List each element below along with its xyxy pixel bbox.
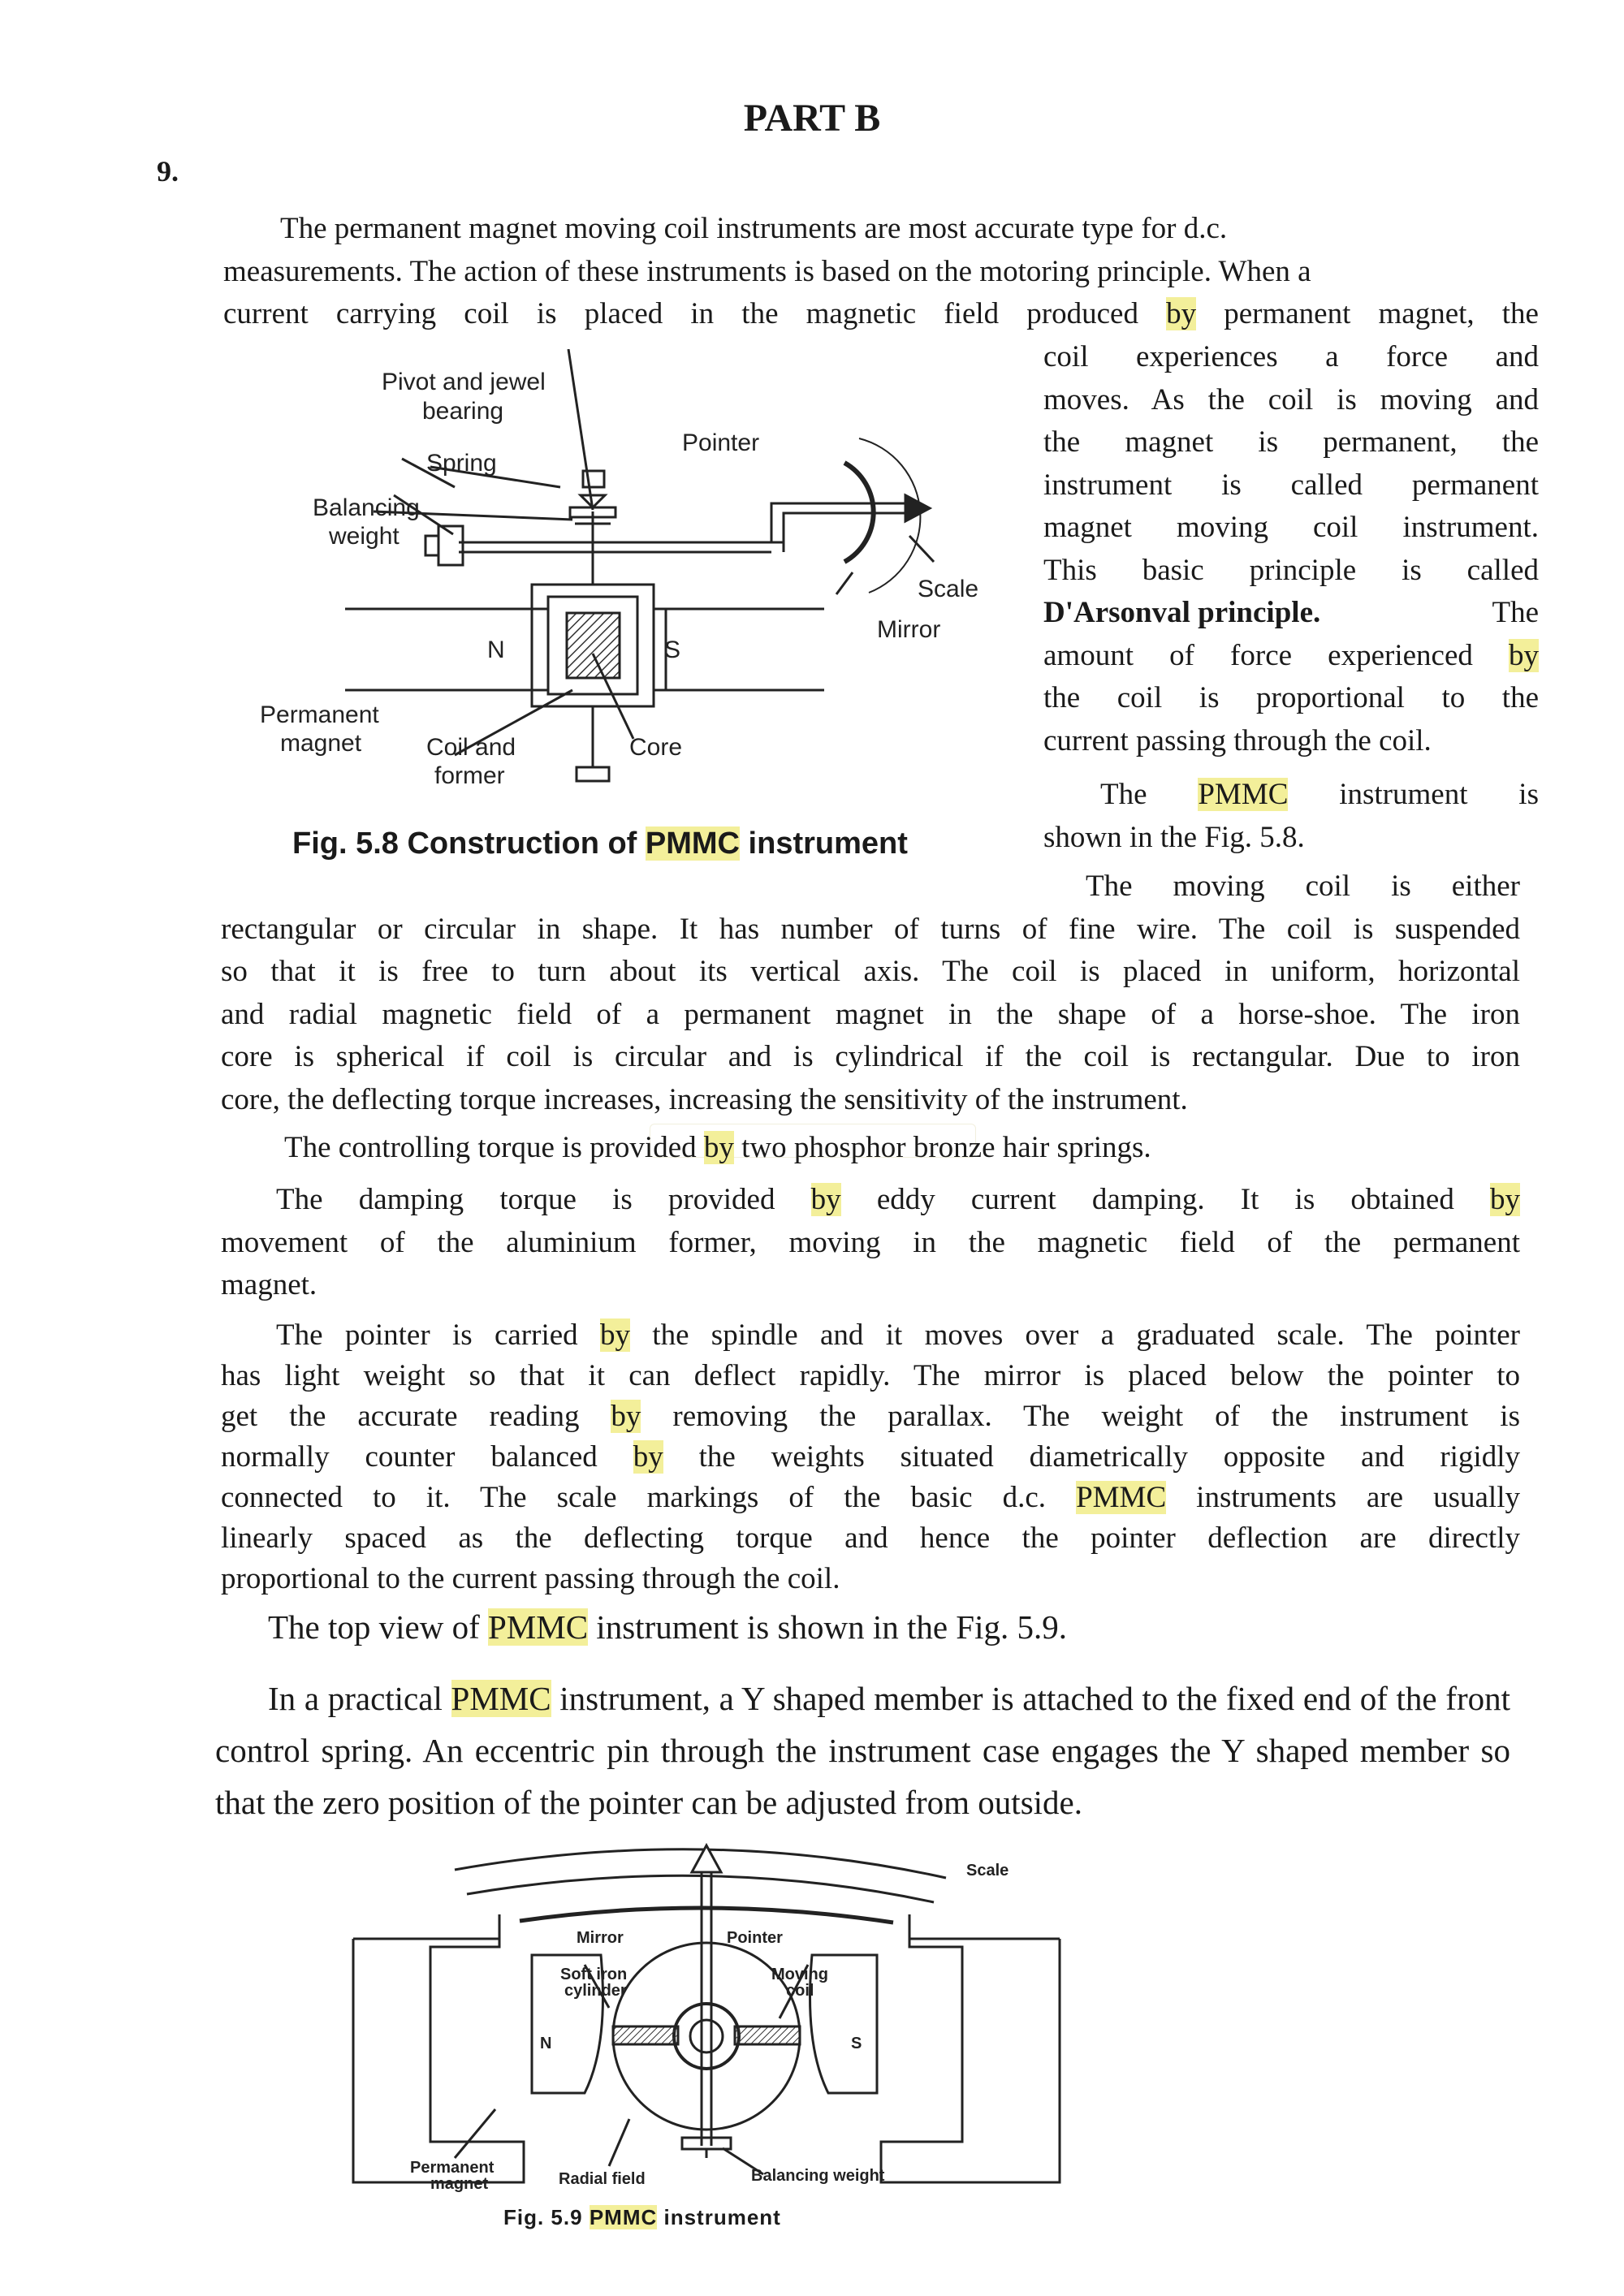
practical-paragraph: [215, 1672, 1510, 1828]
pointer-l5-post: instruments are usually: [1166, 1481, 1520, 1514]
side-line-4: instrument is called permanent: [1043, 468, 1539, 502]
fig-5-9-caption-pre: Fig. 5.9: [503, 2205, 590, 2229]
part-title: PART B: [743, 97, 881, 140]
label-permanent: Permanent: [260, 701, 379, 728]
fig-5-8-caption: [292, 826, 908, 861]
controlling-pre: The controlling torque is provided: [284, 1131, 704, 1164]
side-line-8-pre: amount of force experienced: [1043, 638, 1509, 672]
label-pivot: Pivot and jewel: [382, 369, 546, 395]
label-s: S: [664, 637, 681, 663]
fig-5-9-caption: [503, 2205, 781, 2230]
side-line-7: [1043, 592, 1539, 635]
side-line-7-end: The: [1492, 596, 1539, 629]
damping-line-2: movement of the aluminium former, moving in the magnetic field of the permanent: [221, 1225, 1520, 1259]
damping-paragraph: [221, 1179, 1520, 1307]
highlight-by: by: [633, 1440, 663, 1474]
intro-line-1: The permanent magnet moving coil instruments are most accurate type for d.c.: [280, 212, 1228, 245]
label-magnet: magnet: [430, 2175, 489, 2193]
highlight-pmmc: PMMC: [645, 826, 740, 861]
pointer-l3-post: removing the parallax. The weight of the instrument is: [641, 1400, 1520, 1433]
side2-pre: The: [1100, 778, 1199, 811]
intro-paragraph: [223, 208, 1539, 336]
practical-pre: In a practical: [268, 1680, 451, 1717]
intro-line-3-post: permanent magnet, the: [1196, 297, 1539, 330]
mc-line-4: and radial magnetic field of a permanent magnet in the shape of a horse-shoe. The iron: [221, 997, 1520, 1031]
highlight-by: by: [810, 1183, 841, 1216]
pointer-l1-pre: The pointer is carried: [276, 1318, 600, 1352]
pointer-l4-pre: normally counter balanced: [221, 1440, 633, 1474]
highlight-pmmc: PMMC: [1198, 778, 1289, 811]
label-pointer: Pointer: [727, 1929, 783, 1947]
label-soft-iron: Soft iron: [560, 1966, 628, 1983]
practical-post: instrument, a Y shaped member is attached to the fixed end of the front control spring. An eccentric pin through the instrument case engages the Y shaped member so that the zero position of the pointer can be adjusted from outside.: [215, 1680, 1511, 1821]
pointer-line-7: proportional to the current passing through the coil.: [221, 1562, 840, 1595]
label-bearing: bearing: [422, 398, 504, 425]
highlight-pmmc: PMMC: [1076, 1481, 1167, 1514]
label-cylinder: cylinder: [564, 1982, 627, 2000]
top-view-post: instrument is shown in the Fig. 5.9.: [588, 1608, 1068, 1646]
label-coil-and: Coil and: [426, 734, 516, 761]
side2-line-1: [1043, 774, 1539, 817]
highlight-pmmc: PMMC: [487, 1608, 589, 1646]
mc-line-3: so that it is free to turn about its vertical axis. The coil is placed in uniform, horizontal: [221, 955, 1520, 988]
pointer-line-5: [221, 1478, 1520, 1518]
pointer-paragraph: [221, 1315, 1520, 1599]
label-spring: Spring: [426, 450, 497, 477]
label-permanent: Permanent: [410, 2159, 495, 2177]
pointer-line-1: [221, 1315, 1520, 1356]
pointer-l3-pre: get the accurate reading: [221, 1400, 611, 1433]
damping-pre: The damping torque is provided: [276, 1183, 811, 1216]
side2-line-2: shown in the Fig. 5.8.: [1043, 820, 1305, 854]
fig-5-9-caption-post: instrument: [657, 2205, 781, 2229]
label-radial-field: Radial field: [559, 2170, 646, 2188]
moving-coil-paragraph: [221, 865, 1520, 1121]
pointer-l4-post: the weights situated diametrically opposite and rigidly: [663, 1440, 1520, 1474]
label-n: N: [540, 2035, 552, 2052]
pointer-line-3: [221, 1396, 1520, 1437]
side2-post: instrument is: [1288, 778, 1539, 811]
mc-line-5: core is spherical if coil is circular and is cylindrical if the coil is rectangular. Due to iron: [221, 1040, 1520, 1073]
side-line-3: the magnet is permanent, the: [1043, 425, 1539, 459]
highlight-by: by: [703, 1131, 734, 1164]
intro-line-2: measurements. The action of these instruments is based on the motoring principle. When a: [223, 254, 1311, 288]
highlight-by: by: [611, 1400, 641, 1433]
damping-mid: eddy current damping. It is obtained: [840, 1183, 1491, 1216]
damping-line-3: magnet.: [221, 1268, 317, 1301]
fig-5-8-diagram: [252, 349, 983, 909]
fig-5-9-diagram: [341, 1833, 1104, 2199]
label-coil: coil: [786, 1982, 814, 2000]
highlight-pmmc: PMMC: [589, 2205, 658, 2229]
damping-line-1: [221, 1179, 1520, 1222]
label-s: S: [851, 2035, 862, 2052]
label-moving: Moving: [771, 1966, 828, 1983]
fig-5-8-caption-post: instrument: [740, 826, 908, 861]
intro-line-3-pre: current carrying coil is placed in the magnetic field produced: [223, 297, 1167, 330]
highlight-by-2: by: [1490, 1183, 1521, 1216]
label-n: N: [487, 637, 505, 663]
side-paragraph: [1043, 336, 1539, 859]
pointer-line-2: has light weight so that it can deflect rapidly. The mirror is placed below the pointer to: [221, 1359, 1520, 1392]
fig-5-8-caption-pre: Fig. 5.8 Construction of: [292, 826, 646, 861]
highlight-by: by: [1166, 297, 1197, 330]
label-mirror: Mirror: [877, 616, 941, 643]
pointer-line-6: linearly spaced as the deflecting torque and hence the pointer deflection are directly: [221, 1521, 1520, 1555]
label-scale: Scale: [918, 576, 979, 602]
pointer-line-4: [221, 1437, 1520, 1478]
intro-line-3: [223, 293, 1539, 336]
label-weight: weight: [329, 523, 400, 550]
label-former: former: [434, 762, 505, 789]
top-view-pre: The top view of: [268, 1608, 488, 1646]
controlling-post: two phosphor bronze hair springs.: [733, 1131, 1151, 1164]
side-line-8: [1043, 635, 1539, 678]
side-line-2: moves. As the coil is moving and: [1043, 382, 1539, 416]
side-line-1: coil experiences a force and: [1043, 340, 1539, 373]
label-core: Core: [629, 734, 683, 761]
mc-line-2: rectangular or circular in shape. It has number of turns of fine wire. The coil is suspended: [221, 912, 1520, 946]
label-mirror: Mirror: [577, 1929, 624, 1947]
label-balancing: Balancing: [313, 494, 420, 521]
highlight-by: by: [599, 1318, 630, 1352]
highlight-pmmc: PMMC: [451, 1680, 551, 1717]
mc-line-6: core, the deflecting torque increases, increasing the sensitivity of the instrument.: [221, 1082, 1188, 1116]
darsonval-principle: D'Arsonval principle.: [1043, 596, 1321, 629]
question-number: 9.: [157, 155, 179, 188]
side-line-10: current passing through the coil.: [1043, 723, 1432, 757]
label-balancing-weight: Balancing weight: [751, 2167, 885, 2185]
mc-line-1: The moving coil is either: [1086, 870, 1520, 903]
highlight-by: by: [1509, 638, 1539, 672]
top-view-sentence: [268, 1608, 1067, 1646]
label-magnet: magnet: [280, 730, 362, 757]
label-pointer: Pointer: [682, 429, 760, 456]
side-line-6: This basic principle is called: [1043, 553, 1539, 587]
controlling-paragraph: [284, 1127, 1502, 1170]
pointer-l1-post: the spindle and it moves over a graduated scale. The pointer: [629, 1318, 1520, 1352]
side-line-9: the coil is proportional to the: [1043, 681, 1539, 714]
side-line-5: magnet moving coil instrument.: [1043, 511, 1539, 544]
label-scale: Scale: [966, 1862, 1009, 1880]
pointer-l5-pre: connected to it. The scale markings of the basic d.c.: [221, 1481, 1077, 1514]
